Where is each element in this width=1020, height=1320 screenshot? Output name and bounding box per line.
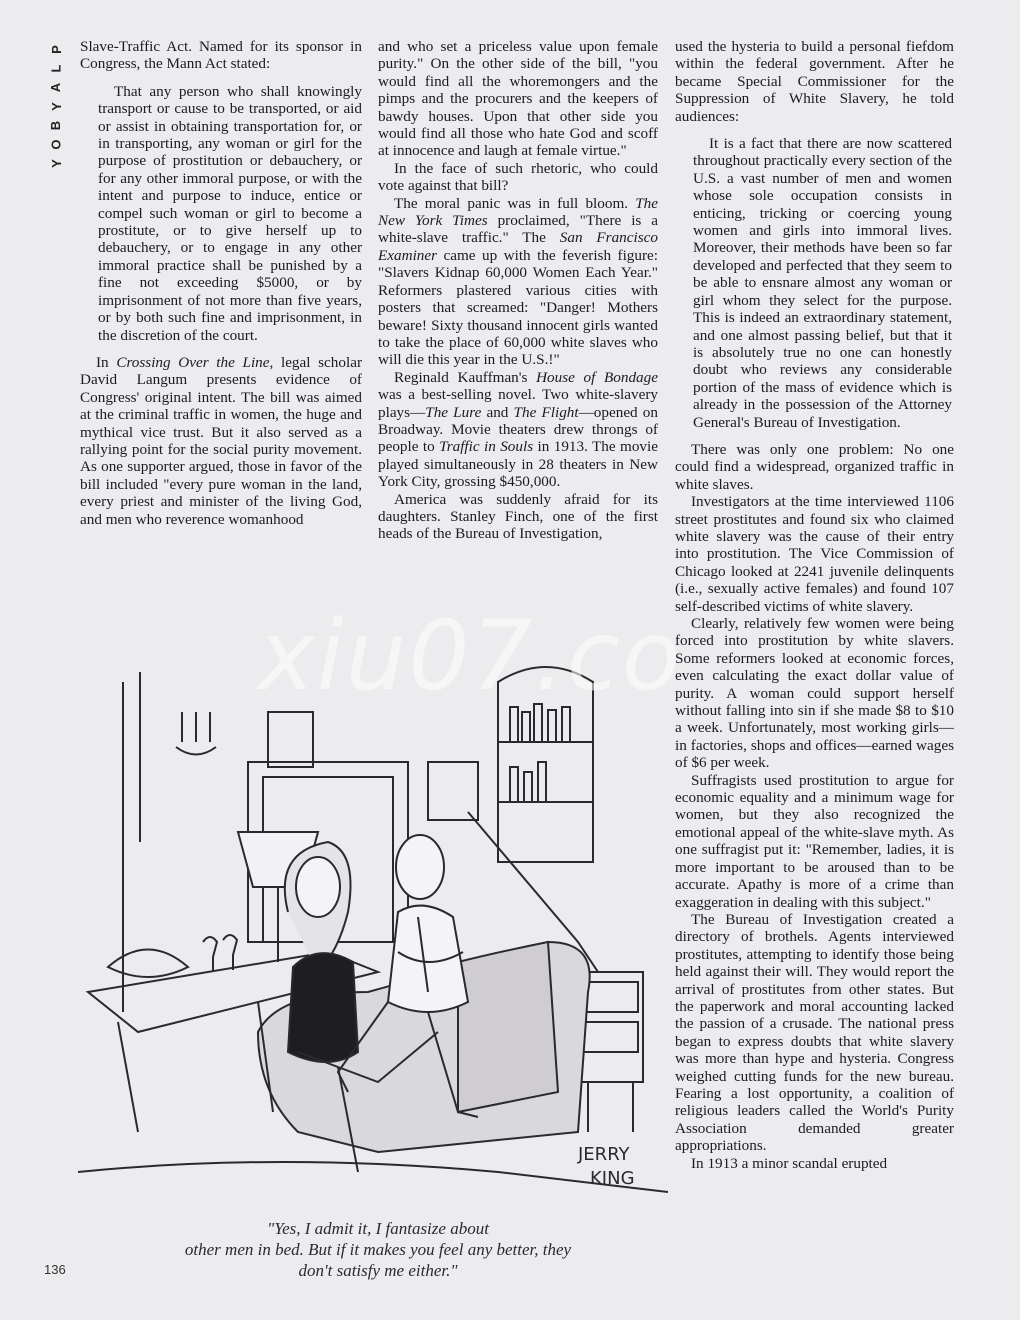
- text-column-2: [378, 38, 658, 543]
- wine-glass-drawing: [223, 935, 237, 970]
- wall-sconce-drawing: [176, 712, 216, 755]
- paragraph: Investigators at the time interviewed 1106 street prostitutes and found six who claimed white slavery was the cause of their entry into prostitution. The Vice Commission of Chicago looked at 2241 juvenile delinquents (i.e., sexually active females) and found 107 self-described victims of white slavery.: [675, 493, 954, 615]
- paragraph: Slave-Traffic Act. Named for its sponsor in Congress, the Mann Act stated:: [80, 38, 362, 73]
- caption-line: don't satisfy me either.": [298, 1261, 458, 1280]
- paragraph: Clearly, relatively few women were being forced into prostitution by white slavers. Some reformers looked at economic forces, even calculating the exact dollar value of purity. A woman could support herself without falling into sin if she made $8 to $10 a week. Unfortunately, most working girls—in factories, shops and offices—earned wages of $6 per week.: [675, 615, 954, 772]
- paragraph: In Crossing Over the Line, legal scholar David Langum presents evidence of Congress' original intent. The bill was aimed at the criminal traffic in women, the huge and mythical vice trust. But it also served as a rallying point for the social purity movement. As one supporter argued, those in favor of the bill included "every pure woman in the land, every priest and minister of the living God, and men who reverence womanhood: [80, 353, 363, 528]
- paragraph: and who set a priceless value upon female purity." On the other side of the bill, "you would find all the whoremongers and the pimps and the procurers and the keepers of bawdy houses. Upon that other side you would find all those who hate God and scoff at innocence and laugh at female virtue.": [378, 38, 658, 160]
- book-title: Crossing Over the Line: [116, 353, 270, 371]
- movie-title: Traffic in Souls: [439, 438, 534, 456]
- mag-letter: Y: [48, 159, 64, 168]
- play-title: The Flight: [513, 403, 579, 421]
- publication-title: San Francisco Examiner: [378, 229, 658, 264]
- block-quote: [98, 83, 362, 344]
- magazine-name-vertical: [44, 40, 68, 173]
- cartoonist-signature-2: KING: [590, 1168, 635, 1189]
- picture-frame-drawing: [428, 762, 478, 820]
- caption-line: other men in bed. But if it makes you feel any better, they: [184, 1240, 572, 1259]
- paragraph: America was suddenly afraid for its daughters. Stanley Finch, one of the first heads of the Bureau of Investigation,: [378, 490, 658, 543]
- quote-text: It is a fact that there are now scattered throughout practically every section of the U.S. a vast number of men and women whose sole occupation consists in enticing, tricking or coercing young women and girls into immoral lives. Moreover, their methods have been so far developed and perfected that they seem to be able to ensnare almost any woman or girl whom they select for the purpose. This is indeed an extraordinary statement, and one almost passing belief, but that it is absolutely true no one can honestly doubt who reviews any considerable portion of the mass of evidence which is already in the possession of the Attorney General's Bureau of Investigation.: [693, 135, 952, 431]
- floor-line: [78, 1162, 668, 1192]
- mag-letter: L: [48, 64, 64, 73]
- cartoon-illustration: [78, 612, 668, 1212]
- bookshelf-drawing: [498, 667, 593, 862]
- caption-line: "Yes, I admit it, I fantasize about: [267, 1219, 489, 1238]
- mag-letter: A: [48, 82, 64, 93]
- text-column-3: [675, 38, 954, 1172]
- paragraph: used the hysteria to build a personal fiefdom within the federal government. After he became Special Commissioner for the Suppression of White Slavery, he told audiences:: [675, 38, 954, 125]
- watermark-text: xiu07.co: [258, 600, 683, 712]
- paragraph: Reginald Kauffman's House of Bondage was a best-selling novel. Two white-slavery plays—The Lure and The Flight—opened on Broadway. Movie theaters drew throngs of people to Traffic in Souls in 1913. The movie played simultaneously in 28 theaters in New York City, grossing $450,000.: [378, 368, 658, 491]
- play-title: The Lure: [425, 403, 482, 421]
- paragraph: In the face of such rhetoric, who could vote against that bill?: [378, 159, 658, 195]
- mag-letter: P: [48, 45, 64, 54]
- cartoon-caption: [118, 1218, 638, 1281]
- quote-text: That any person who shall knowingly transport or cause to be transported, or aid or assist in obtaining transportation for, or in transporting, any woman or girl for the purpose of prostitution or debauchery, or for any other immoral purpose, or with the intent and purpose to induce, entice or compel such woman or girl to become a prostitute, or to give herself up to debauchery, or to engage in any other immoral practice shall be punished by a fine not exceeding $5000, or by imprisonment of not more than five years, or by both such fine and imprisonment, in the discretion of the court.: [98, 82, 362, 344]
- paragraph: The Bureau of Investigation created a directory of brothels. Agents interviewed prostitutes, attempting to identify those being held against their will. They would report the arrival of prostitutes from other states. But the paperwork and moral accounting lacked the passion of a crusade. The national press began to express doubts that white slavery was more than hype and hysteria. Congress weighed cutting funds for the new bureau. Fearing a lost opportunity, a coalition of religious leaders called the World's Purity Association demanded greater appropriations.: [675, 910, 954, 1155]
- cartoonist-signature-1: JERRY: [578, 1144, 630, 1165]
- mag-letter: Y: [48, 102, 64, 111]
- text-column-1: [80, 38, 362, 528]
- mag-letter: O: [48, 139, 64, 150]
- wine-glass-drawing: [203, 937, 217, 972]
- block-quote: [693, 135, 952, 431]
- paragraph: Suffragists used prostitution to argue for economic equality and a minimum wage for women, but they also recognized the emotional appeal of the white-slave myth. As one suffragist put it: "Remember, ladies, it is more important to be aroused than to be accurate. Apathy is more of a crime than exaggeration in dealing with this subject.": [675, 771, 954, 911]
- paragraph: There was only one problem: No one could find a widespread, organized traffic in white slaves.: [675, 440, 954, 493]
- paragraph: In 1913 a minor scandal erupted: [691, 1154, 888, 1172]
- book-title: House of Bondage: [536, 368, 658, 386]
- mag-letter: B: [48, 120, 64, 131]
- paragraph: The moral panic was in full bloom. The New York Times proclaimed, "There is a white-slave traffic." The San Francisco Examiner came up with the feverish figure: "Slavers Kidnap 60,000 Women Each Year." Reformers plastered various cities with posters that screamed: "Danger! Mothers beware! Sixty thousand innocent girls wanted to take the place of 60,000 white slaves who will die this year in the U.S.!": [378, 194, 659, 369]
- bowl-drawing: [108, 950, 188, 978]
- publication-title: The New York Times: [378, 194, 658, 230]
- page-number: 136: [44, 1262, 66, 1277]
- picture-frame-drawing: [268, 712, 313, 767]
